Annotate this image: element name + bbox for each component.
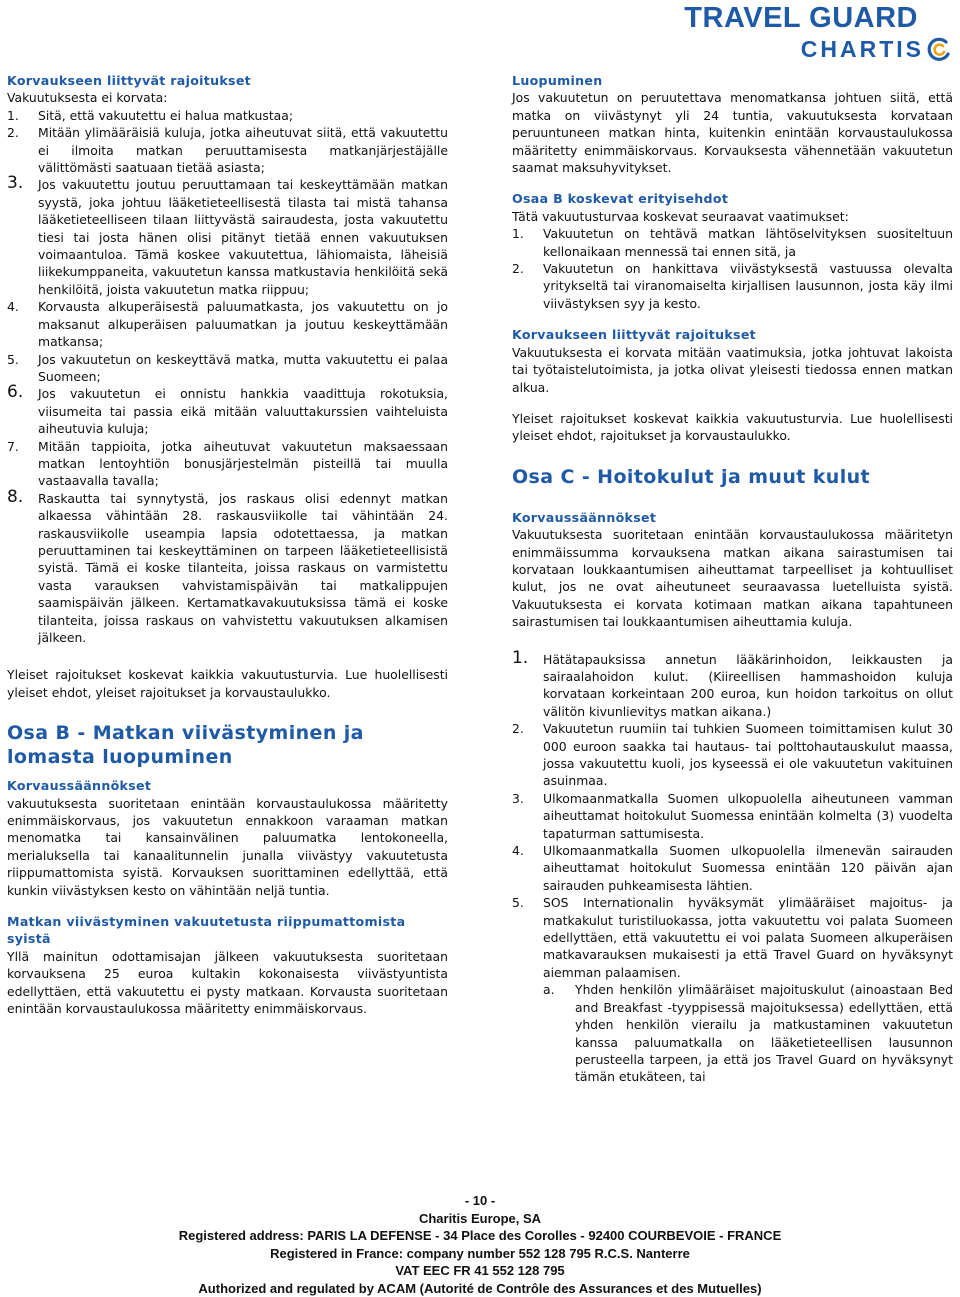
heading-exclusions: Korvaukseen liittyvät rajoitukset xyxy=(512,326,953,343)
compensation-rules-text: vakuutuksesta suoritetaan enintään korvaustaulukossa määritetty enimmäiskorvaus, jos vakuutetun ennakkoon varaaman matkan menomatka tai kansainvälinen paluumatka lentokoneella, merialuksella tai kanaalitunnelin junalla viivästyy vakuutetusta riippumattomista syistä. Korvauksen suorittaminen edellyttää, että kunkin viivästyksen kesto on vähintään neljä tuntia. xyxy=(7,795,448,899)
list-item: 6. Jos vakuutetun ei onnistu hankkia vaadittuja rokotuksia, viisumeita tai passia eikä mitään valuuttakurssien vaihteluista aiheutuvia kuluja; xyxy=(7,385,448,437)
list-item: 1. Vakuutetun on tehtävä matkan lähtöselvityksen suositeltuun kellonaikaan mennessä tai ennen sitä, ja xyxy=(512,225,953,260)
list-item: 4. Korvausta alkuperäisestä paluumatkasta, jos vakuutettu on jo maksanut alkuperäisen paluumatkan ja joutuu keskeyttämään matkansa; xyxy=(7,298,448,350)
list-item: 2. Vakuutetun on hankittava viivästyksestä vastuussa olevalta yritykseltä tai viranomaiselta kirjallisen lausunnon, josta käy ilmi viivästyksen syy ja kesto. xyxy=(512,260,953,312)
list-item: 5. Jos vakuutetun on keskeyttävä matka, mutta vakuutettu ei palaa Suomeen; xyxy=(7,351,448,386)
brand-name: TRAVEL GUARD xyxy=(684,2,918,35)
company-name: CHARTIS xyxy=(801,36,924,63)
heading-part-c: Osa C - Hoitokulut ja muut kulut xyxy=(512,465,953,489)
right-column xyxy=(512,72,953,1086)
list-item: 3. Jos vakuutettu joutuu peruuttamaan tai keskeyttämään matkan syystä, joka johtuu lääketieteellisestä tilasta tai mistä tahansa lääketieteelliseen tilaan liittyvästä sairaudesta, josta vakuutettu tiesi tai josta hänen olisi pitänyt tietää ennen vakuutuksen voimaantuloa. Tämä koskee vakuutettua, lähiomaista, läheisiä liikekumppaneita, vakuutetun kanssa matkustavia henkilöitä sekä henkilöitä, joista vakuutetun matka riippuu; xyxy=(7,176,448,298)
list-item: 8. Raskautta tai synnytystä, jos raskaus olisi edennyt matkan alkaessa vähintään 28. raskausviikolle tai vähintään 24. raskausviikolle useampia lapsia odotettaessa, ja matkan peruuttaminen tai keskeyttäminen on tarpeen lääketieteellisistä syistä. Tämä ei koske tilanteita, joissa raskaus on varmistettu vasta varauksen vahvistamispäivän tai matkalippujen saamispäivän jälkeen. Kertamatkavakuutuksissa tämä ei koske tilanteita, joissa raskaus on vahvistettu vakuutuksen alkamisen jälkeen. xyxy=(7,490,448,647)
footer-address: Registered address: PARIS LA DEFENSE - 34 Place des Corolles - 92400 COURBEVOIE - FRANCE xyxy=(0,1227,960,1245)
exclusions-intro: Vakuutuksesta ei korvata: xyxy=(7,89,448,106)
footer-company: Charitis Europe, SA xyxy=(0,1210,960,1228)
footer-vat: VAT EEC FR 41 552 128 795 xyxy=(0,1262,960,1280)
heading-delay: Matkan viivästyminen vakuutetusta riippumattomista syistä xyxy=(7,913,448,948)
list-item: 2. Vakuutetun ruumiin tai tuhkien Suomeen toimittamisen kulut 30 000 euroon saakka tai hautaus- tai polttohautauskulut maassa, jossa vakuutettu kuoli, jos kyseessä ei ole vakuutetun vakituinen asuinmaa. xyxy=(512,720,953,790)
delay-text: Yllä mainitun odottamisajan jälkeen vakuutuksesta suoritetaan korvauksena 25 euroa kultakin kokonaisesta viivästyuntista edellyttäen, että vakuutettu ei pysty matkaan. Korvausta suoritetaan enintään korvaustaulukossa määritetty enimmäiskorvaus. xyxy=(7,948,448,1018)
special-terms-intro: Tätä vakuutusturvaa koskevat seuraavat vaatimukset: xyxy=(512,208,953,225)
list-item: 2. Mitään ylimääräisiä kuluja, jotka aiheutuvat siitä, että vakuutettu ei ilmoita matkan peruuttamisesta matkanjärjestäjälle välittömästi saatuaan tietää asiasta; xyxy=(7,124,448,176)
list-item: 5. SOS Internationalin hyväksymät ylimääräiset majoitus- ja matkakulut turistiluokassa, jotta vakuutettu voi palata Suomeen edellyttäen, että vakuutettu ei voi palata Suomeen alkuperäisen matkavarauksen mukaisesti ja että Travel Guard on hyväksynyt aiemman palaamisen. xyxy=(512,894,953,981)
general-restrictions-note: Yleiset rajoitukset koskevat kaikkia vakuutusturvia. Lue huolellisesti yleiset ehdot, yleiset rajoitukset ja korvaustaulukko. xyxy=(7,666,448,701)
list-item: 1. Sitä, että vakuutettu ei halua matkustaa; xyxy=(7,107,448,124)
list-item: 1. Hätätapauksissa annetun lääkärinhoidon, leikkausten ja sairaalahoidon kulut. (Kiireellisen hammashoidon kuluja korvataan korkeintaan 200 euroa, kun hoidon tarkoitus on ollut välitön kivunlievitys matkan aikana.) xyxy=(512,651,953,721)
general-restrictions-note: Yleiset rajoitukset koskevat kaikkia vakuutusturvia. Lue huolellisesti yleiset ehdot, rajoitukset ja korvaustaulukko. xyxy=(512,410,953,445)
list-item: 4. Ulkomaanmatkalla Suomen ulkopuolella ilmenevän sairauden aiheuttamat hoitokulut Suomessa enintään 120 päivän ajan sairauden puhkeamisesta lähtien. xyxy=(512,842,953,894)
footer-authorization: Authorized and regulated by ACAM (Autorité de Contrôle des Assurances et des Mutuelles) xyxy=(0,1280,960,1297)
travel-guard-logo xyxy=(677,2,952,64)
page-number: - 10 - xyxy=(0,1192,960,1210)
left-column xyxy=(7,72,448,1018)
list-item: 3. Ulkomaanmatkalla Suomen ulkopuolella aiheutuneen vamman aiheuttamat hoitokulut Suomessa enintään kolmelta (3) vuodelta tapaturman sattumisesta. xyxy=(512,790,953,842)
compensation-rules-text: Vakuutuksesta suoritetaan enintään korvaustaulukossa määritetyn enimmäissumma korvauksena matkan aikana sairastumisen tai korvataan loukkaantumisen aiheuttamat tarpeelliset ja kohtuulliset kulut, jos ne ovat aiheutuneet seuraavassa luetelluista syistä. Vakuutuksesta ei korvata kotimaan matkan aikana tapahtuneen sairastumisen tai loukkaantumisen aiheuttamia kuluja. xyxy=(512,526,953,630)
footer-registration: Registered in France: company number 552 128 795 R.C.S. Nanterre xyxy=(0,1245,960,1263)
list-item: 7. Mitään tappioita, jotka aiheutuvat vakuutetun maksaessaan matkan lentoyhtiön bonusjärjestelmän pisteillä tai muulla vastaavalla tavalla; xyxy=(7,438,448,490)
heading-compensation-rules: Korvaussäännökset xyxy=(512,509,953,526)
heading-exclusions: Korvaukseen liittyvät rajoitukset xyxy=(7,72,448,89)
waiver-text: Jos vakuutetun on peruutettava menomatkansa johtuen siitä, että matka on viivästynyt yli 24 tuntia, vakuutuksesta korvataan peruuntuneen matkan hinta, kuitenkin enintään korvaustaulukossa määritetty enimmäiskorvaus. Korvauksesta vähennetään vakuutetun saamat maksuhyvitykset. xyxy=(512,89,953,176)
heading-waiver: Luopuminen xyxy=(512,72,953,89)
sub-list-item: a. Yhden henkilön ylimääräiset majoituskulut (ainoastaan Bed and Breakfast -tyyppisessä majoituksessa) edellyttäen, että yhden henkilön vierailu ja matkustaminen vakuutetun kanssa paluumatkalla on lääketieteellisen lausunnon perusteella tarpeen, ja että jos Travel Guard on hyväksynyt tämän etukäteen, tai xyxy=(543,981,953,1085)
heading-part-b: Osa B - Matkan viivästyminen ja lomasta luopuminen xyxy=(7,721,448,769)
chartis-swirl-icon xyxy=(926,36,952,62)
exclusions-text: Vakuutuksesta ei korvata mitään vaatimuksia, jotka johtuvat lakoista tai työtaistelutoimista, ja jotka olivat yleisesti tiedossa ennen matkan alkua. xyxy=(512,344,953,396)
page-footer xyxy=(0,1192,960,1297)
heading-compensation-rules: Korvaussäännökset xyxy=(7,777,448,794)
heading-special-terms: Osaa B koskevat erityisehdot xyxy=(512,190,953,207)
